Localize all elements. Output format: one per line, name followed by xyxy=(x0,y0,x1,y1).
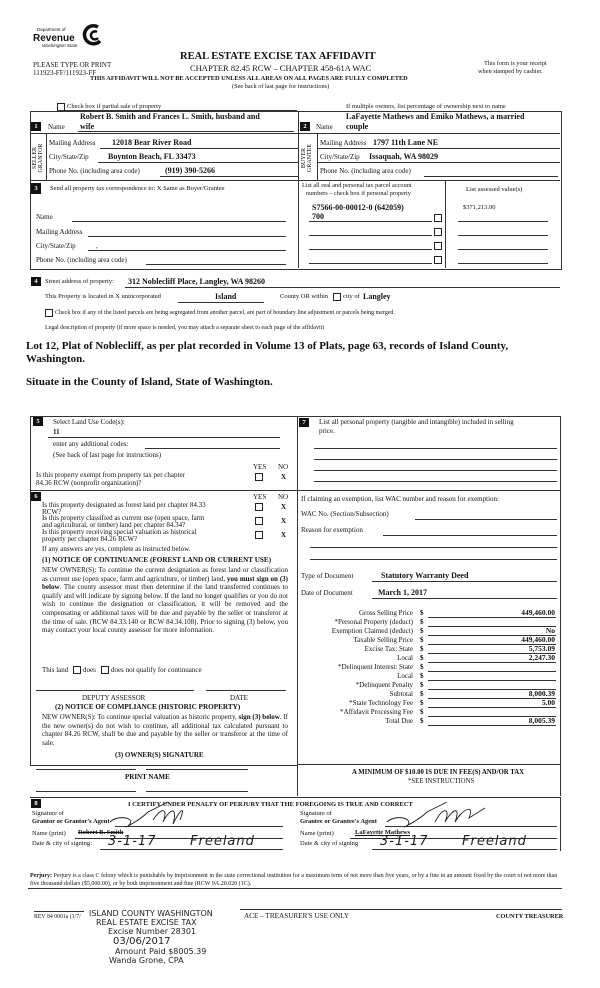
fee-label: Subtotal xyxy=(389,690,413,698)
fee-value[interactable]: No xyxy=(545,626,555,635)
street-address-label: Street address of property: xyxy=(45,278,114,285)
fee-value[interactable]: 8,005.39 xyxy=(528,716,555,725)
fee-label: Taxable Selling Price xyxy=(353,636,413,644)
currency-sign: $ xyxy=(420,708,424,716)
multiple-owners-note: If multiple owners, list percentage of ownership next to name xyxy=(346,103,506,110)
fee-value[interactable]: 5.00 xyxy=(541,698,555,707)
personal-property-checkbox[interactable] xyxy=(434,242,442,250)
logo-state: Washington State xyxy=(42,43,78,48)
stamp-excise-number: Excise Number 28301 xyxy=(108,927,197,936)
assessor-date-label: DATE xyxy=(230,694,248,702)
form-warning: THIS AFFIDAVIT WILL NOT BE ACCEPTED UNLESS ALL AREAS ON ALL PAGES ARE FULLY COMPLETED xyxy=(90,75,408,82)
corr-city-label: City/State/Zip xyxy=(36,242,76,250)
stamp-signer: Wanda Grone, CPA xyxy=(109,956,184,965)
fee-value[interactable]: 449,460.00 xyxy=(521,608,555,617)
section-number-6: 6 xyxy=(31,492,41,501)
county-name[interactable]: Island xyxy=(215,292,237,301)
currency-sign: $ xyxy=(420,717,424,725)
notice-compliance-title: (2) NOTICE OF COMPLIANCE (HISTORIC PROPERTY) xyxy=(55,703,241,711)
grantee-signature[interactable] xyxy=(385,800,495,830)
seller-mailing-label: Mailing Address xyxy=(49,139,96,147)
receipt-note-1: This form is your receipt xyxy=(484,60,547,67)
seller-name-line2[interactable]: wife xyxy=(80,122,95,131)
current-use-yes-checkbox[interactable] xyxy=(255,517,263,525)
corr-phone-label: Phone No. (including area code) xyxy=(36,256,127,264)
doc-date[interactable]: March 1, 2017 xyxy=(378,588,427,597)
personal-property-label-2: price. xyxy=(319,427,335,435)
grantor-signature-label-2: Grantor or Grantor's Agent xyxy=(32,818,110,825)
doc-type-label: Type of Document xyxy=(301,572,354,580)
county-or-within: County OR within xyxy=(280,293,329,300)
historic-yes-checkbox[interactable] xyxy=(255,531,263,539)
city-of-label: city of xyxy=(343,293,360,300)
form-chapter: CHAPTER 82.45 RCW – CHAPTER 458-61A WAC xyxy=(190,63,372,73)
section-number-8: 8 xyxy=(31,799,41,808)
forest-question: Is this property designated as forest land per chapter 84.33 RCW? xyxy=(42,501,206,516)
treasurer-use-label: ACE – TREASURER'S USE ONLY xyxy=(244,912,350,920)
buyer-phone-label: Phone No. (including area code) xyxy=(320,167,411,175)
does-qualify-checkbox[interactable] xyxy=(73,666,81,674)
legal-description-label: Legal description of property (if more space is needed, you may attach a separate sheet to each page of the affidavit) xyxy=(45,325,325,331)
currency-sign: $ xyxy=(420,645,424,653)
stamp-amount-paid: Amount Paid $8005.39 xyxy=(115,947,207,956)
owner-signature-label: (3) OWNER(S) SIGNATURE xyxy=(115,751,204,759)
fee-label: Gross Selling Price xyxy=(358,609,413,617)
parcel-header-2: numbers – check box if personal property xyxy=(306,190,411,197)
send-correspondence-text: Send all property tax correspondence to: X Same as Buyer/Grantee xyxy=(50,185,225,192)
currency-sign: $ xyxy=(420,681,424,689)
current-use-no-mark[interactable]: X xyxy=(281,517,287,525)
fee-label: *Personal Property (deduct) xyxy=(334,618,413,626)
assessed-value[interactable]: $371,213.00 xyxy=(463,204,496,211)
seller-name-label: Name xyxy=(48,123,65,131)
personal-property-label-1: List all personal property (tangible and intangible) included in selling xyxy=(319,418,514,426)
grantee-signature-label-1: Signature of xyxy=(300,810,332,817)
buyer-mailing-label: Mailing Address xyxy=(320,139,367,147)
see-instructions-note: *SEE INSTRUCTIONS xyxy=(408,778,475,785)
stamp-county: ISLAND COUNTY WASHINGTON xyxy=(89,909,213,918)
forest-no-mark[interactable]: X xyxy=(281,503,287,511)
print-name-label: PRINT NAME xyxy=(125,773,170,781)
historic-question: Is this property receiving special valuation as historical property per chapter 84.26 RCW? xyxy=(42,528,197,543)
additional-codes-label: enter any additional codes: xyxy=(53,440,129,448)
form-revision: REV 84 0001a (1/7/ xyxy=(34,914,81,920)
assessed-header: List assessed value(s) xyxy=(466,186,523,193)
grantor-name[interactable]: Robert B. Smith xyxy=(78,829,124,836)
logo-name: Revenue xyxy=(33,33,75,44)
county-treasurer-label: COUNTY TREASURER xyxy=(496,913,564,920)
yes-header: YES xyxy=(253,493,267,501)
fee-label: *Delinquent Penalty xyxy=(355,681,413,689)
grantee-date[interactable]: 3-1-17 xyxy=(380,834,429,849)
fee-value[interactable]: 2,247.30 xyxy=(528,653,555,662)
land-use-label: Select Land Use Code(s): xyxy=(53,418,125,426)
exempt-question-1: Is this property exempt from property tax per chapter xyxy=(36,471,185,479)
doc-type[interactable]: Statutory Warranty Deed xyxy=(381,571,469,580)
buyer-name-line1[interactable]: LaFayette Mathews and Emiko Mathews, a married xyxy=(346,112,525,121)
land-use-see-back: (See back of last page for instructions) xyxy=(53,451,162,459)
forest-yes-checkbox[interactable] xyxy=(255,503,263,511)
grantor-signature-label-1: Signature of xyxy=(32,810,64,817)
parcel-header-1: List all real and personal tax parcel account xyxy=(302,182,412,189)
grantor-date[interactable]: 3-1-17 xyxy=(108,834,157,849)
buyer-name-label: Name xyxy=(316,123,333,131)
notice-continuance-text: NEW OWNER(S): To continue the current designation as forest land or classification as current use (open space, farm and agriculture, or timber) land, you must sign on (3) below. The county assessor must then determine if the land transferred continues to qualify and will indicate by signing below. If the land no longer qualifies or you do not wish to continue the designation or classification, it will be removed and the compensating or additional taxes will be due and payable by the seller or transferor at the time of sale. (RCW 84.33.140 or RCW 84.34.108). Prior to signing (3) below, you may contact your local county assessor for more information. xyxy=(42,566,289,635)
grantor-date-label: Date & city of signing: xyxy=(32,840,92,847)
grantee-date-label: Date & city of signing xyxy=(300,840,359,847)
seller-mailing[interactable]: 12018 Bear River Road xyxy=(112,138,192,147)
grantee-name[interactable]: LaFayette Mathews xyxy=(355,829,411,836)
section-number-5: 5 xyxy=(33,417,43,426)
seller-name-line1[interactable]: Robert B. Smith and Frances L. Smith, husband and xyxy=(80,112,260,121)
currency-sign: $ xyxy=(420,609,424,617)
exempt-no-mark[interactable]: X xyxy=(281,473,287,481)
fee-label: Exemption Claimed (deduct) xyxy=(331,627,413,635)
currency-sign: $ xyxy=(420,654,424,662)
section-number-1: 1 xyxy=(31,122,41,131)
personal-property-checkbox[interactable] xyxy=(434,228,442,236)
corr-mailing-label: Mailing Address xyxy=(36,228,83,236)
fee-value[interactable]: 449,460.00 xyxy=(521,635,555,644)
section-number-3: 3 xyxy=(31,183,41,194)
no-header: NO xyxy=(278,493,289,501)
currency-sign: $ xyxy=(420,663,424,671)
located-text: This Property is located in X unincorporated xyxy=(45,293,161,300)
segregated-checkbox[interactable] xyxy=(45,309,53,317)
form-id: 111923-FF/111923-FF xyxy=(33,69,97,77)
currency-sign: $ xyxy=(420,672,424,680)
buyer-side-label: BUYER GRANTEE xyxy=(301,144,313,172)
segregated-label: Check box if any of the listed parcels are being segregated from another parcel, are part of boundary line adjustment or parcels being merged. xyxy=(55,310,395,316)
corr-city-value[interactable]: , xyxy=(96,242,98,250)
fee-label: Total Due xyxy=(385,717,413,725)
notice-compliance-text: NEW OWNER(S): To continue special valuation as historic property, sign (3) below. If the new owner(s) do not wish to continue, all additional tax calculated pursuant to chapter 84.26 RCW, shall be due and payable by the seller or transferor at the time of sale. xyxy=(42,713,288,747)
fee-label: *Affidavit Processing Fee xyxy=(340,708,413,716)
seller-phone-label: Phone No. (including area code) xyxy=(49,167,140,175)
exempt-question-2: 84.36 RCW (nonprofit organization)? xyxy=(36,479,142,487)
does-not-label: does not qualify for continuance xyxy=(111,666,202,674)
fee-label: Local xyxy=(397,672,413,680)
corr-name-label: Name xyxy=(36,213,53,221)
logo-dept-line: Department of xyxy=(37,27,66,32)
see-back-note: (See back of last page for instructions) xyxy=(232,83,330,90)
reason-label: Reason for exemption xyxy=(301,526,363,534)
grantee-signature-label-2: Grantee or Grantee's Agent xyxy=(300,818,377,825)
grantor-signature[interactable] xyxy=(108,800,208,830)
stamp-date: 03/06/2017 xyxy=(113,936,171,947)
minimum-due-note: A MINIMUM OF $10.00 IS DUE IN FEE(S) AND/OR TAX xyxy=(352,769,525,776)
seller-city-label: City/State/Zip xyxy=(49,153,89,161)
wac-label: WAC No. (Section/Subsection) xyxy=(301,510,389,518)
certify-statement: I CERTIFY UNDER PENALTY OF PERJURY THAT THE FOREGOING IS TRUE AND CORRECT xyxy=(128,801,413,808)
city-name[interactable]: Langley xyxy=(363,292,391,301)
grantee-name-label: Name (print) xyxy=(300,830,334,837)
legal-description-line1[interactable]: Lot 12, Plat of Noblecliff, as per plat recorded in Volume 13 of Plats, page 63, records of Island County, xyxy=(26,340,509,352)
form-title: REAL ESTATE EXCISE TAX AFFIDAVIT xyxy=(180,51,376,62)
historic-no-mark[interactable]: X xyxy=(281,531,287,539)
parcel-number-line2[interactable]: 700 xyxy=(312,212,324,221)
grantee-city[interactable]: Freeland xyxy=(462,834,527,849)
does-not-qualify-checkbox[interactable] xyxy=(101,666,109,674)
fee-label: *Delinquent Interest: State xyxy=(337,663,413,671)
grantor-name-label: Name (print) xyxy=(32,830,66,837)
seller-phone[interactable]: (919) 390-5266 xyxy=(165,166,215,175)
current-use-question: Is this property classified as current use (open space, farm and agricultural, or timber) land per chapter 84.34? xyxy=(42,514,205,529)
stamp-tax: REAL ESTATE EXCISE TAX xyxy=(96,918,197,927)
currency-sign: $ xyxy=(420,618,424,626)
logo-swirl-icon xyxy=(82,24,102,46)
legal-description-line2[interactable]: Washington. xyxy=(26,353,85,365)
this-land-label: This land xyxy=(42,666,69,674)
buyer-city-label: City/State/Zip xyxy=(320,153,360,161)
fee-label: Excise Tax: State xyxy=(364,645,413,653)
buyer-name-line2[interactable]: couple xyxy=(346,122,369,131)
street-address[interactable]: 312 Noblecliff Place, Langley, WA 98260 xyxy=(128,277,265,286)
receipt-note-2: when stamped by cashier. xyxy=(478,68,543,75)
currency-sign: $ xyxy=(420,636,424,644)
grantor-city[interactable]: Freeland xyxy=(190,834,255,849)
fee-value[interactable]: 5,753.09 xyxy=(528,644,555,653)
buyer-mailing[interactable]: 1797 11th Lane NE xyxy=(373,138,439,147)
situate-text[interactable]: Situate in the County of Island, State of Washington. xyxy=(26,376,273,388)
section-number-2: 2 xyxy=(300,122,310,131)
please-type: PLEASE TYPE OR PRINT xyxy=(33,61,112,69)
does-label: does xyxy=(83,666,96,674)
personal-property-checkbox[interactable] xyxy=(434,256,442,264)
exempt-yes-checkbox[interactable] xyxy=(255,473,263,481)
currency-sign: $ xyxy=(420,690,424,698)
currency-sign: $ xyxy=(420,627,424,635)
fee-label: *State Technology Fee xyxy=(349,699,413,707)
section-number-4: 4 xyxy=(31,277,41,286)
yes-header: YES xyxy=(253,463,267,471)
currency-sign: $ xyxy=(420,699,424,707)
partial-sale-label: Check box if partial sale of property xyxy=(67,103,162,110)
seller-city[interactable]: Boynton Beach, FL 33473 xyxy=(108,152,196,161)
land-use-code[interactable]: 11 xyxy=(53,428,60,436)
doc-date-label: Date of Document xyxy=(301,589,353,597)
city-checkbox[interactable] xyxy=(333,293,341,301)
fee-value[interactable]: 8,000.39 xyxy=(528,689,555,698)
parcel-number-line1[interactable]: S7566-00-00012-0 (642059) xyxy=(312,203,404,212)
fee-label: Local xyxy=(397,654,413,662)
deputy-assessor-label: DEPUTY ASSESSOR xyxy=(82,694,146,702)
buyer-city[interactable]: Issaquah, WA 98029 xyxy=(369,152,438,161)
section-number-7: 7 xyxy=(299,418,309,427)
perjury-notice: Perjury: Perjury is a class C felony which is punishable by imprisonment in the state correctional institution for a maximum term of not more than five years, or by a fine in an amount fixed by the court of not more than five thousand dollars ($5,000.00), or by both imprisonment and fine (RCW 9A.20.020 (1C). xyxy=(30,873,558,887)
notice-continuance-title: (1) NOTICE OF CONTINUANCE (FOREST LAND OR CURRENT USE) xyxy=(42,556,272,564)
personal-property-checkbox[interactable] xyxy=(434,214,442,222)
no-header: NO xyxy=(278,463,289,471)
seller-side-label: SELLER GRANTOR xyxy=(32,143,44,173)
exemption-label: If claiming an exemption, list WAC number and reason for exemption: xyxy=(301,495,499,503)
if-yes-instruction: If any answers are yes, complete as instructed below. xyxy=(42,545,191,553)
